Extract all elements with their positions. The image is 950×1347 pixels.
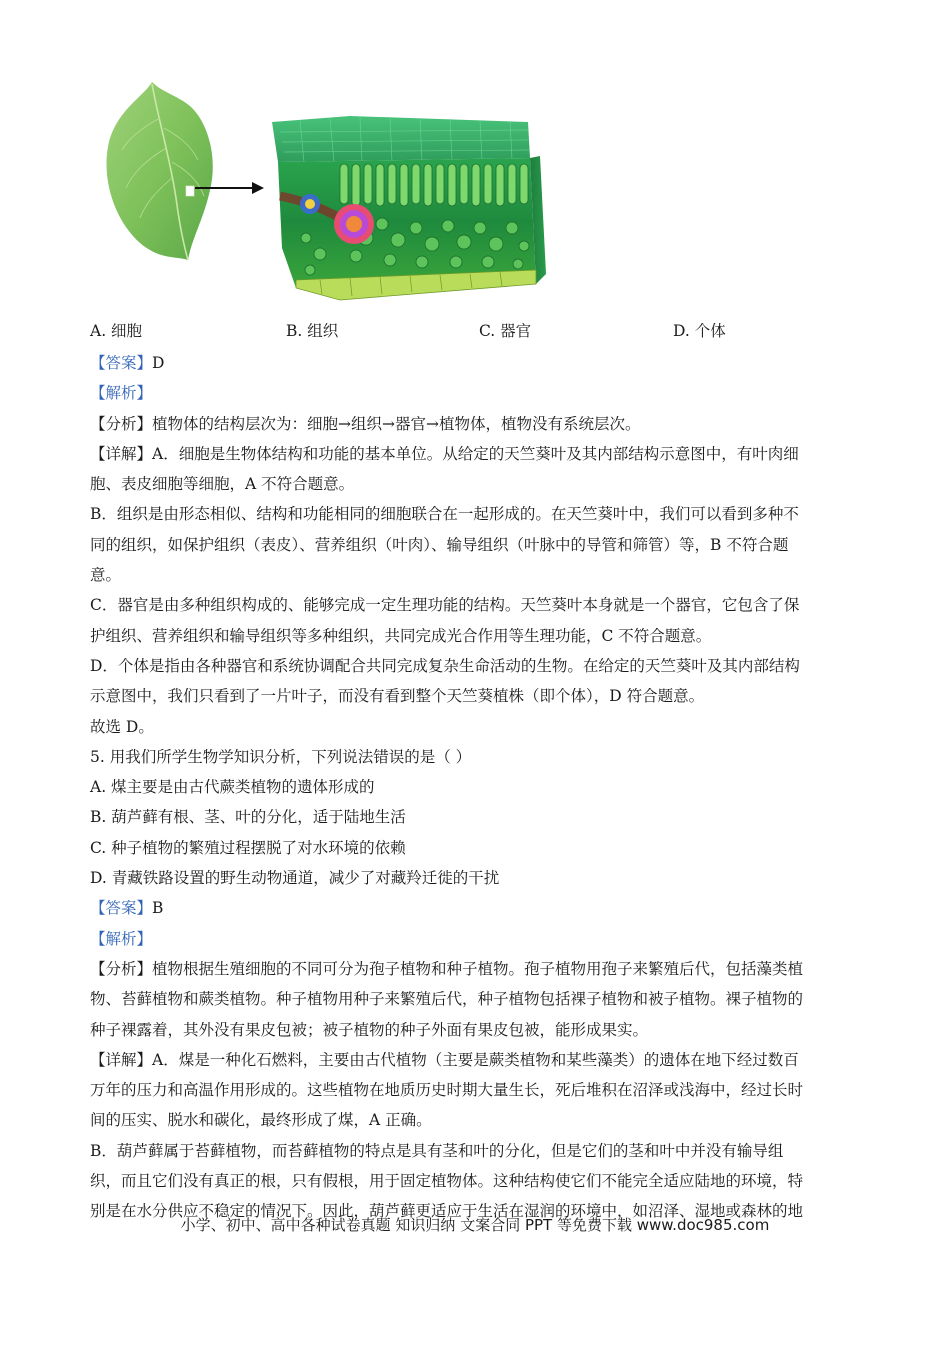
detail-text: A．煤是一种化石燃料，主要由古代植物（主要是蕨类植物和某些藻类）的遗体在地下经过数百	[152, 1050, 799, 1069]
fenxi-text: 植物体的结构层次为：细胞→组织→器官→植物体，植物没有系统层次。	[152, 414, 641, 433]
q4-d-line-1: D．个体是指由各种器官和系统协调配合共同完成复杂生命活动的生物。在给定的天竺葵叶及其内部结构	[90, 656, 800, 675]
q5-detail-line-2: 万年的压力和高温作用形成的。这些植物在地质历史时期大量生长，死后堆积在沼泽或浅海中，经过长时	[90, 1081, 804, 1100]
detail-tag: 【详解】	[90, 444, 153, 463]
analysis-tag: 【解析】	[90, 384, 153, 403]
fenxi-tag: 【分析】	[90, 959, 153, 978]
answer-tag: 【答案】	[90, 899, 153, 918]
answer-value: D	[152, 354, 165, 372]
detail-tag: 【详解】	[90, 1050, 153, 1069]
q4-c-line-1: C．器官是由多种组织构成的、能够完成一定生理功能的结构。天竺葵叶本身就是一个器官，它包含了保	[90, 596, 800, 615]
page-footer: 小学、初中、高中各种试卷真题 知识归纳 文案合同 PPT 等免费下载 www.doc985.com	[180, 1216, 770, 1234]
q5-answer-line	[90, 893, 862, 923]
q5-b-line-3: 别是在水分供应不稳定的情况下。因此，葫芦藓更适应于生活在湿润的环境中，如沼泽、湿地或森林的地	[90, 1202, 804, 1221]
q5-option-d: D. 青藏铁路设置的野生动物通道，减少了对藏羚迁徙的干扰	[90, 869, 500, 888]
q4-analysis-line	[90, 378, 862, 408]
leaf-cross-section	[272, 116, 546, 300]
q5-detail-line-1	[90, 1045, 862, 1075]
q4-b-line-2: 同的组织，如保护组织（表皮）、营养组织（叶肉）、输导组织（叶脉中的导管和筛管）等，B 不符合题	[90, 535, 789, 554]
leaf-structure-figure	[100, 78, 560, 310]
q5-fenxi-line-1	[90, 954, 862, 984]
q4-b-line-1: B．组织是由形态相似、结构和功能相同的细胞联合在一起形成的。在天竺葵叶中，我们可以看到多种不	[90, 505, 799, 524]
leaf-illustration	[107, 82, 213, 260]
answer-value: B	[152, 899, 164, 918]
q4-detail-line-1	[90, 439, 862, 469]
question4-options	[90, 318, 870, 344]
q4-fenxi-line	[90, 409, 862, 439]
document-body	[90, 348, 862, 1227]
q5-fenxi-line-2: 物、苔藓植物和蕨类植物。种子植物用种子来繁殖后代，种子植物包括裸子植物和被子植物。裸子植物的	[90, 990, 804, 1009]
q5-stem: 5. 用我们所学生物学知识分析，下列说法错误的是（ ）	[90, 747, 472, 766]
analysis-tag: 【解析】	[90, 929, 153, 948]
question4-option-c: C. 器官	[479, 322, 532, 340]
q4-c-line-2: 护组织、营养组织和输导组织等多种组织，共同完成光合作用等生理功能，C 不符合题意。	[90, 626, 712, 645]
fenxi-text: 植物根据生殖细胞的不同可分为孢子植物和种子植物。孢子植物用孢子来繁殖后代，包括藻类植	[152, 959, 804, 978]
q4-conclusion: 故选 D。	[90, 717, 154, 736]
q5-b-line-2: 织，而且它们没有真正的根，只有假根，用于固定植物体。这种结构使它们不能完全适应陆地的环境，特	[90, 1172, 804, 1191]
q5-b-line-1: B．葫芦藓属于苔藓植物，而苔藓植物的特点是具有茎和叶的分化，但是它们的茎和叶中并没有输导组	[90, 1141, 784, 1160]
q4-answer-line	[90, 348, 862, 378]
fenxi-tag: 【分析】	[90, 414, 153, 433]
question4-option-a: A. 细胞	[90, 322, 143, 340]
q4-d-line-2: 示意图中，我们只看到了一片叶子，而没有看到整个天竺葵植株（即个体），D 符合题意。	[90, 687, 705, 706]
q5-option-a: A. 煤主要是由古代蕨类植物的遗体形成的	[90, 778, 375, 797]
question4-option-b: B. 组织	[286, 322, 339, 340]
answer-tag: 【答案】	[90, 354, 153, 372]
q5-detail-line-3: 间的压实、脱水和碳化，最终形成了煤，A 正确。	[90, 1111, 432, 1130]
q5-option-b: B. 葫芦藓有根、茎、叶的分化，适于陆地生活	[90, 808, 406, 827]
q5-analysis-line	[90, 924, 862, 954]
q5-option-c: C. 种子植物的繁殖过程摆脱了对水环境的依赖	[90, 838, 406, 857]
question4-option-d: D. 个体	[673, 322, 726, 340]
q5-fenxi-line-3: 种子裸露着，其外没有果皮包被；被子植物的种子外面有果皮包被，能形成果实。	[90, 1020, 649, 1039]
detail-text: A．细胞是生物体结构和功能的基本单位。从给定的天竺葵叶及其内部结构示意图中，有叶肉细	[152, 444, 799, 463]
q4-b-line-3: 意。	[90, 566, 122, 585]
q4-detail-line-2: 胞、表皮细胞等细胞，A 不符合题意。	[90, 475, 355, 494]
